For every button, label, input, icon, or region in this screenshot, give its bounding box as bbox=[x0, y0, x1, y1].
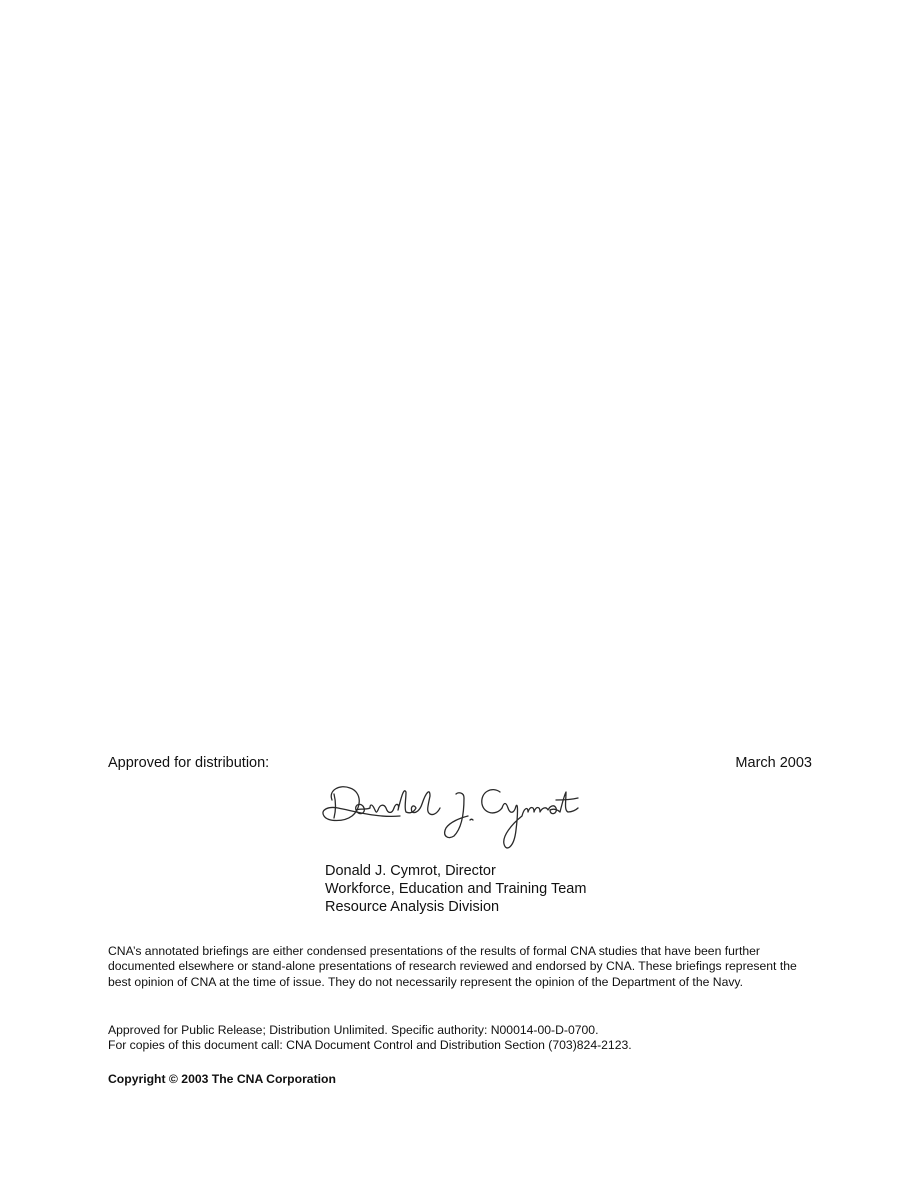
release-copies-line: For copies of this document call: CNA Document Control and Distribution Section (703)824-2123. bbox=[108, 1038, 632, 1053]
approval-label: Approved for distribution: bbox=[108, 755, 270, 771]
approval-date: March 2003 bbox=[735, 755, 812, 771]
release-authority-line: Approved for Public Release; Distribution Unlimited. Specific authority: N00014-00-D-0700. bbox=[108, 1023, 599, 1037]
copyright-notice: Copyright © 2003 The CNA Corporation bbox=[108, 1072, 336, 1086]
signature-icon bbox=[318, 778, 580, 862]
release-statement bbox=[108, 1023, 814, 1054]
approval-line bbox=[108, 754, 812, 772]
signatory-name: Donald J. Cymrot, Director bbox=[325, 863, 496, 879]
disclaimer-paragraph: CNA’s annotated briefings are either condensed presentations of the results of formal CNA studies that have been further documented elsewhere or stand-alone presentations of research reviewed and endorsed by CNA. These briefings represent the best opinion of CNA at the time of issue. They do not necessarily represent the opinion of the Department of the Navy. bbox=[108, 944, 797, 989]
signatory-team: Workforce, Education and Training Team bbox=[325, 881, 587, 897]
signatory-block bbox=[325, 862, 586, 916]
signatory-division: Resource Analysis Division bbox=[325, 899, 500, 915]
